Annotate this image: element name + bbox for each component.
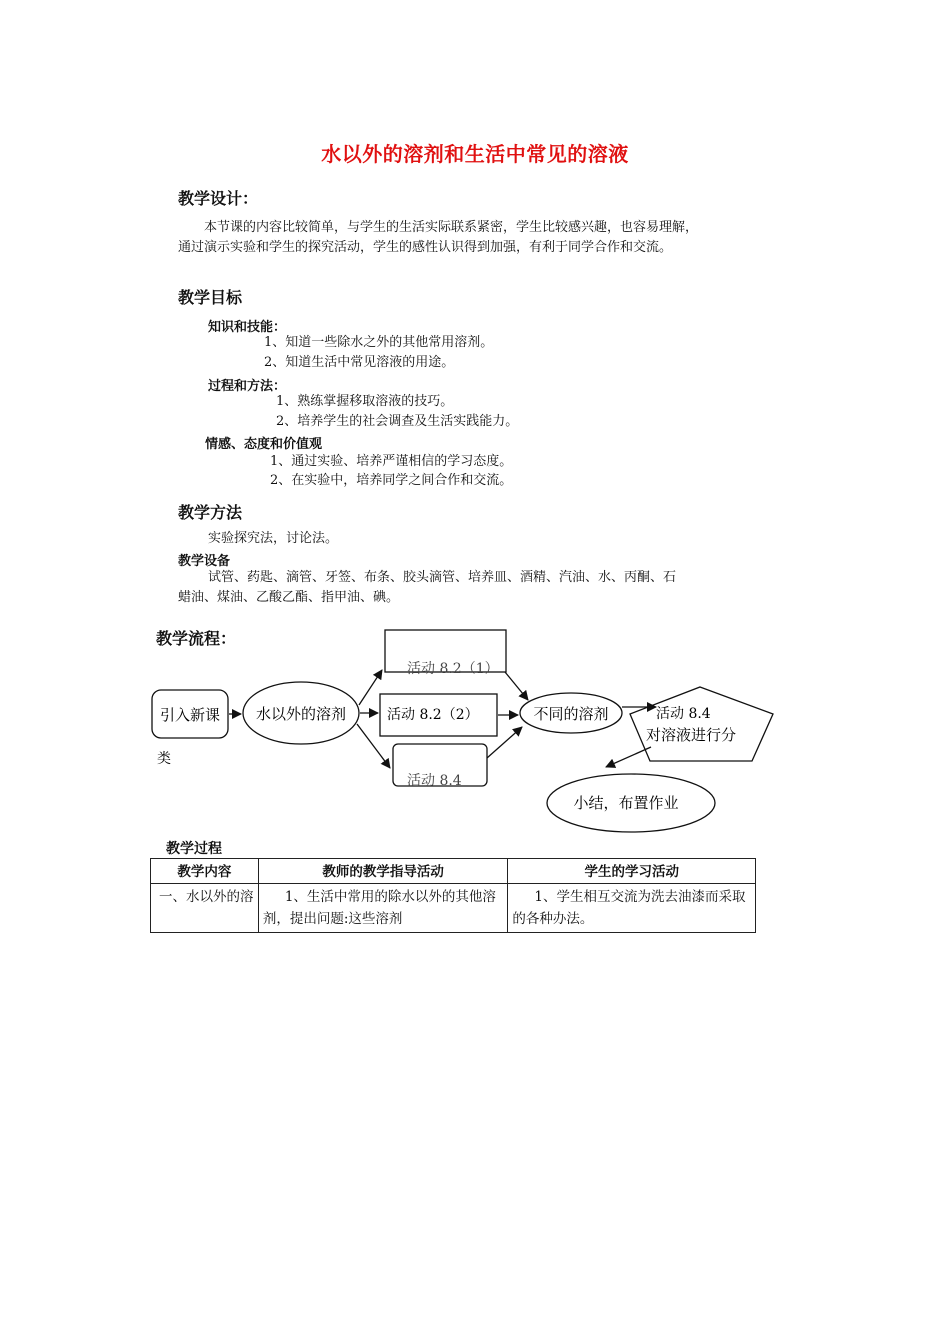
summary-label: 小结，布置作业 xyxy=(573,794,679,812)
classify-node xyxy=(630,687,773,761)
cell-content: 一、水以外的溶 xyxy=(151,884,259,933)
process-label: 过程和方法： xyxy=(208,379,287,394)
goals-heading: 教学目标 xyxy=(178,288,243,307)
intro-tail-label: 类 xyxy=(157,751,171,767)
knowledge-label: 知识和技能： xyxy=(208,320,287,335)
different-label: 不同的溶剂 xyxy=(533,705,609,723)
activity-3-label: 活动 8.4 xyxy=(407,773,462,789)
process-table-heading: 教学过程 xyxy=(166,841,222,857)
equipment-heading: 教学设备 xyxy=(178,554,231,569)
arrow-classify-summary xyxy=(606,747,651,767)
design-heading: 教学设计： xyxy=(178,189,259,208)
equipment-text: 试管、药匙、滴管、牙签、布条、胶头滴管、培养皿、酒精、汽油、水、丙酮、石蜡油、煤油、乙酸乙酯、指甲油、碘。 xyxy=(178,570,677,605)
table-header-teacher: 教师的教学指导活动 xyxy=(258,859,508,884)
process-table xyxy=(150,858,756,933)
solvents-label: 水以外的溶剂 xyxy=(255,705,347,723)
emotion-item-1: 1、通过实验、培养严谨相信的学习态度。 xyxy=(270,454,513,469)
activity-1-label: 活动 8.2（1） xyxy=(407,661,499,677)
knowledge-item-1: 1、知道一些除水之外的其他常用溶剂。 xyxy=(264,335,494,350)
flow-heading: 教学流程： xyxy=(156,629,237,648)
method-heading: 教学方法 xyxy=(178,503,243,522)
arrow-to-activity-1 xyxy=(359,670,382,705)
intro-label: 引入新课 xyxy=(159,706,221,724)
emotion-item-2: 2、在实验中，培养同学之间合作和交流。 xyxy=(270,473,513,488)
process-item-1: 1、熟练掌握移取溶液的技巧。 xyxy=(276,394,454,409)
activity-2-label: 活动 8.2（2） xyxy=(387,707,479,723)
page-title: 水以外的溶剂和生活中常见的溶液 xyxy=(321,142,629,166)
cell-teacher: 1、生活中常用的除水以外的其他溶剂，提出问题:这些溶剂 xyxy=(258,884,508,933)
knowledge-item-2: 2、知道生活中常见溶液的用途。 xyxy=(264,355,455,370)
table-header-row xyxy=(151,859,756,884)
table-header-student: 学生的学习活动 xyxy=(508,859,756,884)
arrow-activity-1-different xyxy=(505,672,528,700)
cell-student: 1、学生相互交流为洗去油漆而采取的各种办法。 xyxy=(508,884,756,933)
table-row xyxy=(151,884,756,933)
classify-label-2: 对溶液进行分 xyxy=(646,726,737,744)
design-paragraph-text: 本节课的内容比较简单，与学生的生活实际联系紧密，学生比较感兴趣，也容易理解，通过演示实验和学生的探究活动，学生的感性认识得到加强，有利于同学合作和交流。 xyxy=(178,220,699,255)
classify-label-1: 活动 8.4 xyxy=(656,706,711,722)
process-item-2: 2、培养学生的社会调查及生活实践能力。 xyxy=(276,414,519,429)
table-header-content: 教学内容 xyxy=(151,859,259,884)
emotion-label: 情感、态度和价值观 xyxy=(205,437,323,452)
method-text: 实验探究法，讨论法。 xyxy=(208,531,339,546)
